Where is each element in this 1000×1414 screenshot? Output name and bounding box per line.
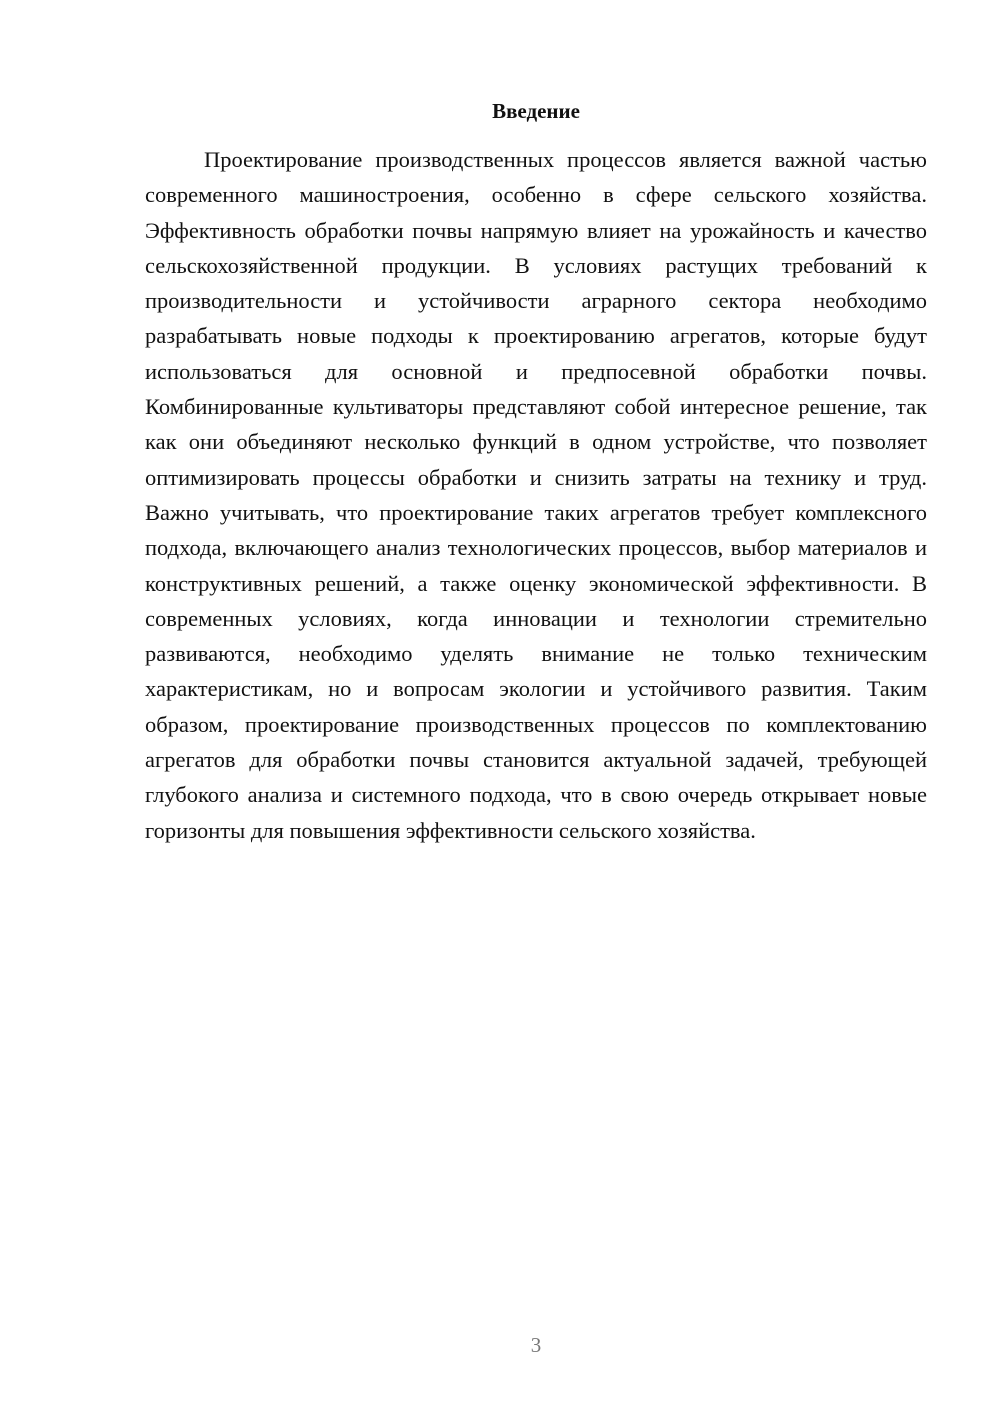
- page-number: 3: [530, 1333, 542, 1357]
- body-paragraph: Проектирование производственных процессов является важной частью современного машиностроения, особенно в сфере сельского хозяйства. Эффективность обработки почвы напрямую влияет на урожайность и качество сельскохозяйственной продукции. В условиях растущих требований к производительности и устойчивости аграрного сектора необходимо разрабатывать новые подходы к проектированию агрегатов, которые будут использоваться для основной и предпосевной обработки почвы. Комбинированные культиваторы представляют собой интересное решение, так как они объединяют несколько функций в одном устройстве, что позволяет оптимизировать процессы обработки и снизить затраты на технику и труд. Важно учитывать, что проектирование таких агрегатов требует комплексного подхода, включающего анализ технологических процессов, выбор материалов и конструктивных решений, а также оценку экономической эффективности. В современных условиях, когда инновации и технологии стремительно развиваются, необходимо уделять внимание не только техническим характеристикам, но и вопросам экологии и устойчивого развития. Таким образом, проектирование производственных процессов по комплектованию агрегатов для обработки почвы становится актуальной задачей, требующей глубокого анализа и системного подхода, что в свою очередь открывает новые горизонты для повышения эффективности сельского хозяйства.: [145, 147, 927, 843]
- page-title: Введение: [492, 99, 580, 123]
